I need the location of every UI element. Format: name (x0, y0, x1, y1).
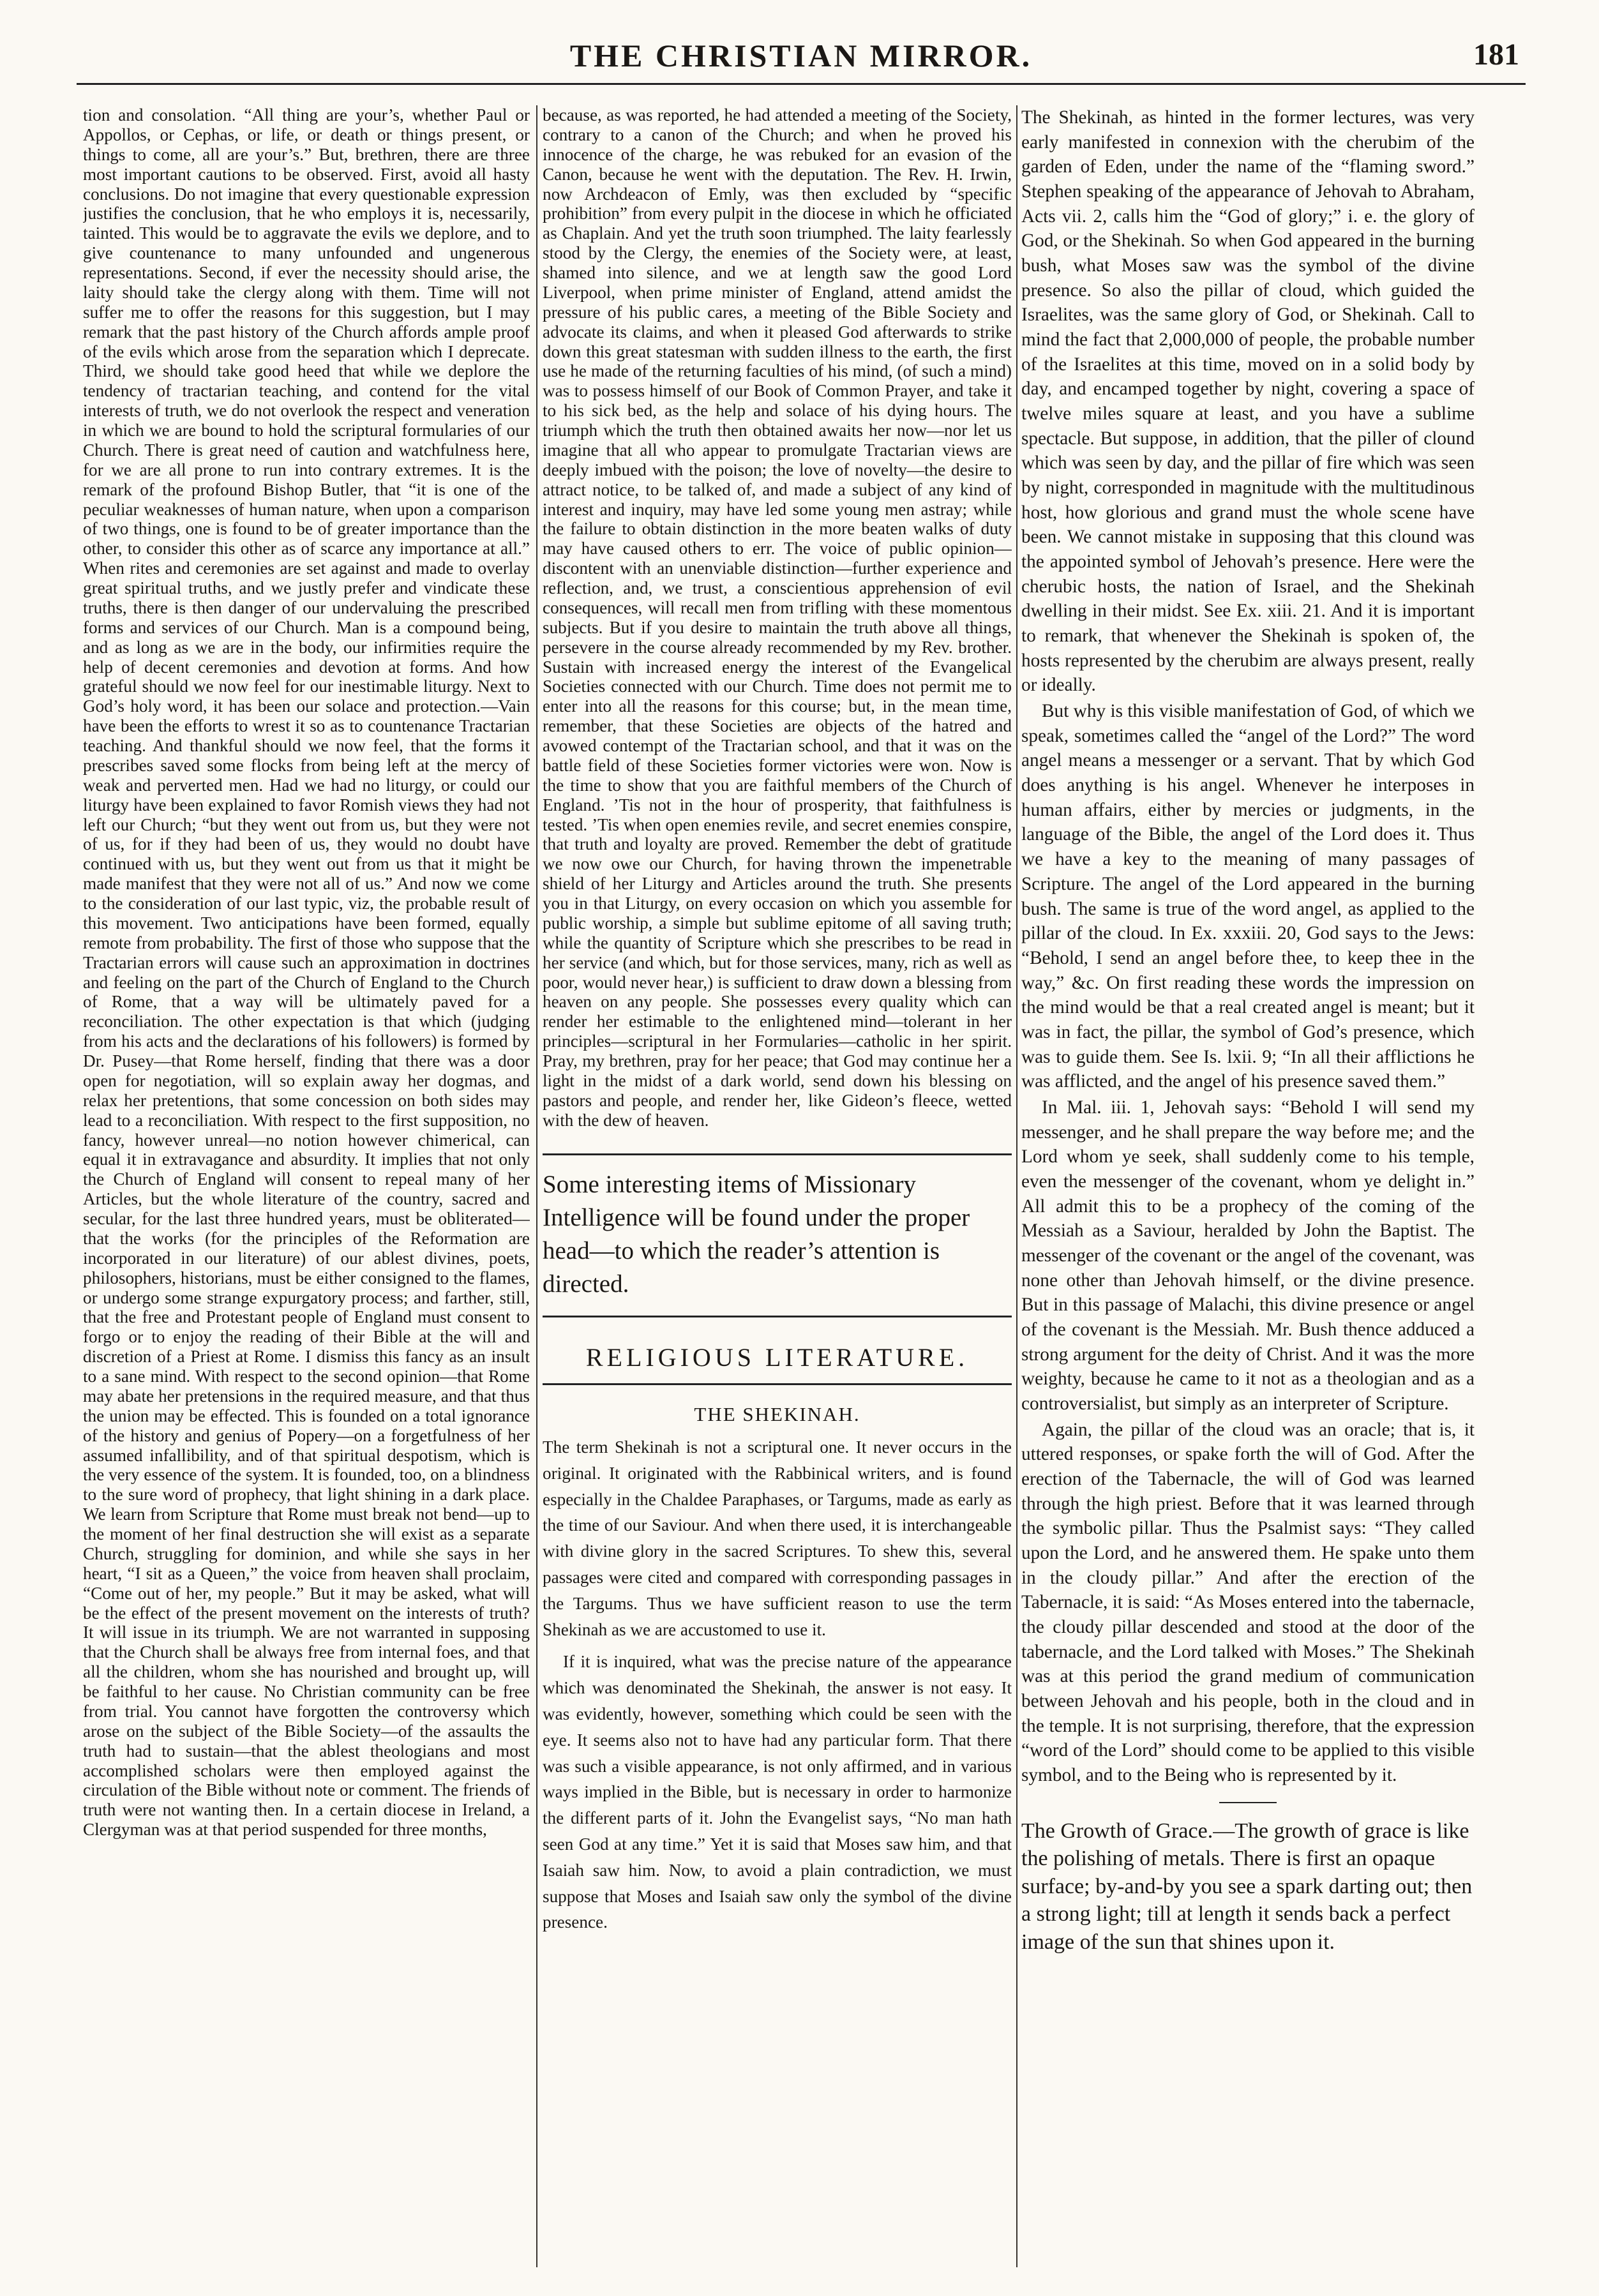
column-3 (1021, 105, 1475, 2270)
section-divider (1219, 1802, 1277, 1803)
col3-paragraph-1: The Shekinah, as hinted in the former lectures, was very early manifested in connexion with the cherubim of the garden of Eden, under the name of the “flaming sword.” Stephen speaking of the appearance of Jehovah to Abraham, Acts vii. 2, calls him the “God of glory;” i. e. the glory of God, or the Shekinah. So when God appeared in the burning bush, what Moses saw was the symbol of the divine presence. So also the pillar of cloud, which guided the Israelites, was the same glory of God, or Shekinah. Call to mind the fact that 2,000,000 of people, the probable number of the Israelites at this time, moved on in a solid body by day, and encamped together by night, covering a space of twelve miles square at least, and you have a sublime spectacle. But suppose, in addition, that the piller of clound which was seen by day, and the pillar of fire which was seen by night, corresponded in magnitude with the multitudinous host, how glorious and grand must the whole scene have been. We cannot mistake in supposing that this clound was the appointed symbol of Jehovah’s presence. Here were the cherubic hosts, the nation of Israel, and the Shekinah dwelling in their midst. See Ex. xiii. 21. And it is important to remark, that whenever the Shekinah is spoken of, the hosts represented by the cherubim are always present, really or ideally. (1021, 107, 1475, 696)
section-heading: RELIGIOUS LITERATURE. (543, 1332, 1012, 1385)
masthead (77, 19, 1526, 85)
column-2 (543, 105, 1012, 2270)
article-paragraph-2: If it is inquired, what was the precise nature of the appearance which was denominated the Shekinah, the answer is not easy. It was evidently, however, something which could be seen with the eye. It seems also not to have had any particular form. That there was such a visible appearance, is not only affirmed, and in various ways implied in the Bible, but is necessary in order to harmonize the different parts of it. John the Evangelist says, “No man hath seen God at any time.” Yet it is said that Moses saw him, and that Isaiah saw him. Now, to avoid a plain contradiction, we must suppose that Moses and Isaiah saw only the symbol of the divine presence. (543, 1652, 1012, 1932)
missionary-notice: Some interesting items of Missionary Intelligence will be found under the proper head—to which the reader’s attention is directed. (543, 1153, 1012, 1317)
page-number: 181 (1473, 38, 1519, 71)
column-rule-1 (536, 105, 537, 2267)
growth-of-grace: The Growth of Grace.—The growth of grace is like the polishing of metals. There is first an opaque surface; by-and-by you see a spark darting out; then a strong light; till at length it sends back a perfect image of the sun that shines upon it. (1021, 1819, 1473, 1954)
article-title: THE SHEKINAH. (694, 1402, 860, 1425)
column-1 (83, 105, 530, 2270)
newspaper-title: THE CHRISTIAN MIRROR. (569, 38, 1033, 73)
col2-paragraph: because, as was reported, he had attended a meeting of the Society, contrary to a canon of the Church; and when he proved his innocence of the charge, he was rebuked for an evasion of the Canon, because he went with the deputation. The Rev. H. Irwin, now Archdeacon of Emly, was then excluded by “specific prohibition” from every pulpit in the diocese in which he officiated as Chaplain. And yet the truth soon triumphed. The laity fearlessly stood by the Clergy, the enemies of the Society were, at least, shamed into silence, and we at length saw the good Lord Liverpool, when prime minister of England, attend amidst the pressure of his public cares, a meeting of the Bible Society and advocate its claims, and when it pleased God afterwards to strike down this great statesman with sudden illness to the earth, the first use he made of the returning faculties of his mind, (of such a mind) was to possess himself of our Book of Common Prayer, and take it to his sick bed, as the help and solace of his dying hours. The triumph which the truth then obtained awaits her now—nor let us imagine that all who appear to promulgate Tractarian views are deeply imbued with the poison; the love of novelty—the desire to attract notice, to be talked of, and made a subject of any kind of interest and inquiry, may have led some young men astray; while the failure to obtain distinction in the more beaten walks of duty may have caused others to err. The voice of public opinion—discontent with an unenviable distinction—further experience and reflection, and, we trust, a conscientious apprehension of evil consequences, will recall men from trifling with these momentous subjects. But if you desire to maintain the truth above all things, persevere in the course already recommended by my Rev. brother. Sustain with increased energy the interest of the Evangelical Societies connected with our Church. Time does not permit me to enter into all the reasons for this course; but, in the mean time, remember, that these Societies are objects of the hatred and avowed contempt of the Tractarian school, and that it was on the battle field of these Societies former victories were won. Now is the time to show that you are faithful members of the Church of England. ’Tis not in the hour of prosperity, that faithfulness is tested. ’Tis when open enemies revile, and secret enemies conspire, that truth and loyalty are proved. Remember the debt of gratitude we now owe our Church, for having thrown the impenetrable shield of her Liturgy and Articles around the truth. She presents you in that Liturgy, on every occasion on which you assemble for public worship, a simple but sublime epitome of all saving truth; while the quantity of Scripture which she prescribes to be read in her service (and which, but for those services, many, rich as well as poor, would never hear,) is sufficient to draw down a blessing from heaven on any people. She possesses every quality which can render her estimable to the enlightened mind—tolerant in her principles—scriptural in her Formularies—catholic in her spirit. Pray, my brethren, pray for her peace; that God may continue her a light in the midst of a dark world, send down his blessing on pastors and people, and render her, like Gideon’s fleece, wetted with the dew of heaven. (543, 105, 1012, 1130)
article-paragraph-1: The term Shekinah is not a scriptural one. It never occurs in the original. It originated with the Rabbinical writers, and is found especially in the Chaldee Paraphases, or Targums, made as early as the time of our Saviour. And when there used, it is interchangeable with divine glory in the sacred Scriptures. To shew this, several passages were cited and compared with corresponding passages in the Targums. Thus we have sufficient reason to use the term Shekinah as we are accustomed to use it. (543, 1437, 1012, 1639)
column-rule-2 (1016, 105, 1017, 2267)
col1-paragraph: tion and consolation. “All thing are your’s, whether Paul or Appollos, or Cephas, or life, or death or things present, or things to come, all are your’s.” But, brethren, there are three most important cautions to be observed. First, avoid all hasty conclusions. Do not imagine that every questionable expression justifies the conclusion, that he who employs it is, necessarily, tainted. This would be to aggravate the evils we deplore, and to give countenance to many unfounded and ungenerous representations. Second, if ever the necessity should arise, the laity should take the clergy along with them. Time will not suffer me to offer the reasons for this suggestion, but I may remark that the past history of the Church affords ample proof of the evils which arose from the separation which I deprecate. Third, we should take good heed that while we deplore the tendency of tractarian teaching, and contend for the vital interests of truth, we do not overlook the respect and veneration in which we are bound to hold the scriptural formularies of our Church. There is great need of caution and watchfulness here, for we are all prone to run into contrary extremes. It is the remark of the profound Bishop Butler, that “it is one of the peculiar weaknesses of human nature, when upon a comparison of two things, one is found to be of greater importance than the other, to consider this other as of scarce any importance at all.” When rites and ceremonies are set against and made to overlay great spiritual truths, and we justly prefer and vindicate these truths, there is then danger of our undervaluing the prescribed forms and services of our Church. Man is a compound being, and as long as we are in the body, our infirmities require the help of decent ceremonies and devotion at forms. And how grateful should we now feel for our inestimable liturgy. Next to God’s holy word, it has been our solace and protection.—Vain have been the efforts to wrest it so as to countenance Tractarian teaching. And thankful should we now feel, that the forms it prescribes saved some flocks from being left at the mercy of weak and perverted men. Had we had no liturgy, or could our liturgy have been explained to favor Romish views they had not left our Church; “but they went out from us, but they were not of us, for if they had been of us, they would no doubt have continued with us, but they went out from us that it might be made manifest that they were not all of us.” And now we come to the consideration of our last typic, viz, the probable result of this movement. Two anticipations have been formed, equally remote from probability. The first of those who suppose that the Tractarian errors will cause such an approximation in doctrines and feeling on the part of the Church of England to the Church of Rome, that a way will be ultimately paved for a reconciliation. The other expectation is that which (judging from his acts and the declarations of his followers) is formed by Dr. Pusey—that Rome herself, finding that there was a door open for negotiation, will so explain away her dogmas, and relax her pretentions, that some concession on both sides may lead to a reconciliation. With respect to the first supposition, no fancy, however unreal—no notion however chimerical, can equal it in extravagance and absurdity. It implies that not only the Church of England will consent to repeal many of her Articles, but the whole literature of the country, sacred and secular, for the last three hundred years, must be obliterated—that the works (for the principles of the Reformation are incorporated in our literature) of our ablest divines, poets, philosophers, historians, must be either consigned to the flames, or undergo some strange expurgatory process; and farther, still, that the free and Protestant people of England must consent to forgo or to enjoy the reading of their Bible at the will and discretion of a Priest at Rome. I dismiss this fancy as an insult to a sane mind. With respect to the second opinion—that Rome may abate her pretensions in the required measure, and that thus the union may be effected. This is founded on a total ignorance of the history and genius of Popery—on a forgetfulness of her assumed infallibility, and of that spiritual despotism, which is the very essence of the system. It is founded, too, on a blindness to the sure word of prophecy, that light shining in a dark place. We learn from Scripture that Rome must break not bend—up to the moment of her final destruction she will exist as a separate Church, struggling for dominion, and while she says in her heart, “I sit as a Queen,” the voice from heaven shall proclaim, “Come out of her, my people.” But it may be asked, what will be the effect of the present movement on the interests of truth? It will issue in its triumph. We are not warranted in supposing that the Church shall be always free from internal foes, and that all the children, whom she has nourished and brought up, will be faithful to her cause. No Christian community can be free from trial. You cannot have forgotten the controversy which arose on the subject of the Bible Society—of the assaults the truth had to sustain—that the ablest theologians and most accomplished scholars were then employed against the circulation of the Bible without note or comment. The friends of truth were not wanting then. In a certain diocese in Ireland, a Clergyman was at that period suspended for three months, (83, 105, 530, 1840)
col3-paragraph-4: Again, the pillar of the cloud was an oracle; that is, it uttered responses, or spake forth the will of God. After the erection of the Tabernacle, the will of God was learned through the high priest. Before that it was learned through the symbolic pillar. Thus the Psalmist says: “They called upon the Lord, and he answered them. He spake unto them in the cloudy pillar.” And after the erection of the Tabernacle, it is said: “As Moses entered into the tabernacle, the cloudy pillar descended and stood at the door of the tabernacle, and the Lord talked with Moses.” The Shekinah was at this period the grand medium of communication between Jehovah and his people, both in the cloud and in the temple. It is not surprising, therefore, that the expression “word of the Lord” should come to be applied to this visible symbol, and to the Being who is represented by it. (1021, 1419, 1475, 1786)
col3-paragraph-2: But why is this visible manifestation of God, of which we speak, sometimes called the “angel of the Lord?” The word angel means a messenger or a servant. That by which God does anything is his angel. Whenever he interposes in human affairs, either by mercies or judgments, in the language of the Bible, the angel of the Lord does it. Thus we have a key to the meaning of many passages of Scripture. The angel of the Lord appeared in the burning bush. The same is true of the word angel, as applied to the pillar of the cloud. In Ex. xxxiii. 20, God says to the Jews: “Behold, I send an angel before thee, to keep thee in the way,” &c. On first reading these words the impression on the mind would be that a real created angel is meant; but it was in fact, the pillar, the symbol of God’s presence, which was to guide them. See Is. lxii. 9; “In all their afflictions he was afflicted, and the angel of his presence saved them.” (1021, 701, 1475, 1092)
religious-article (543, 1434, 1012, 1935)
col3-paragraph-3: In Mal. iii. 1, Jehovah says: “Behold I will send my messenger, and he shall prepare the way before me; and the Lord whom ye seek, shall suddenly come to his temple, even the messenger of the covenant, whom ye delight in.” All admit this to be a prophecy of the coming of the Messiah as a Saviour, heralded by John the Baptist. The messenger of the covenant or the angel of the covenant, was none other than Jehovah himself, or the divine presence. But in this passage of Malachi, this divine presence or angel of the covenant is the Messiah. Mr. Bush thence adduced a strong argument for the deity of Christ. And it was the more weighty, because he came to it not as a theologian and as a controversialist, but simply as an interpreter of Scripture. (1021, 1097, 1475, 1414)
